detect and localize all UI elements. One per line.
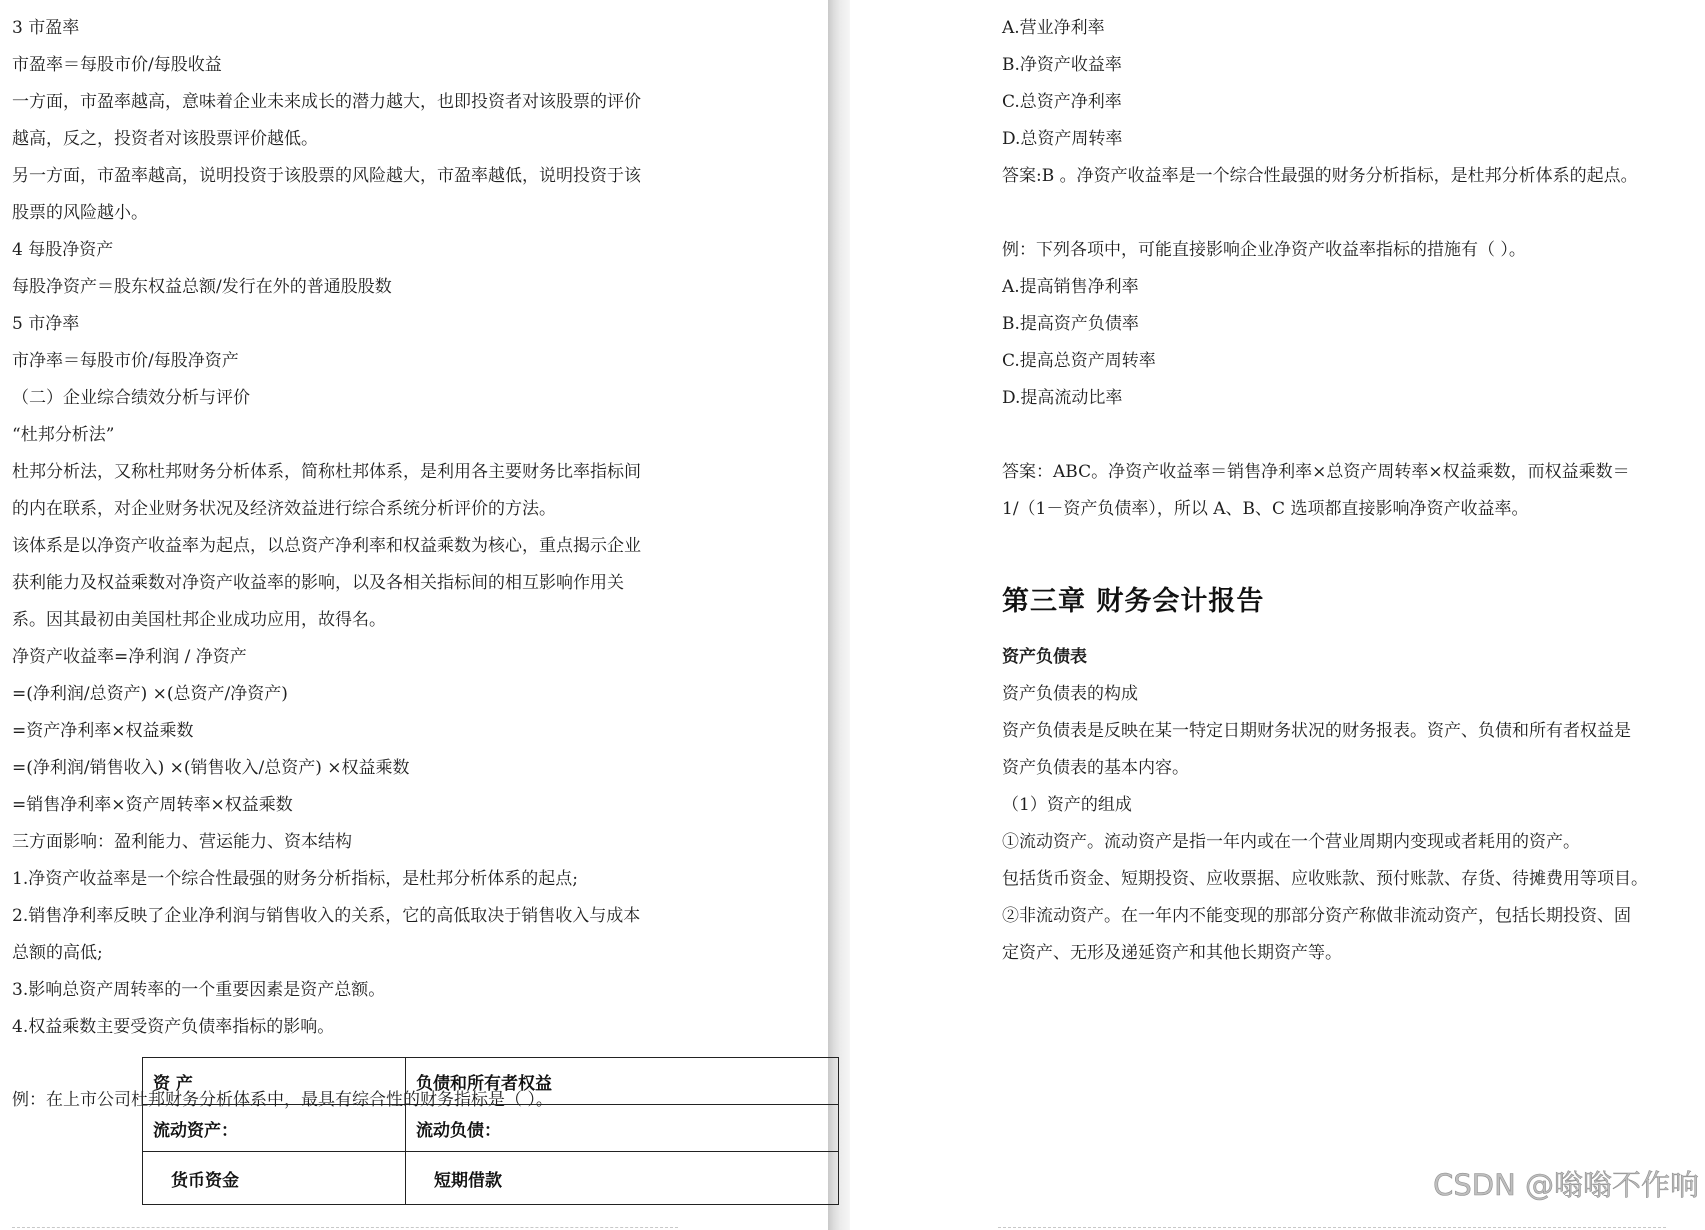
table-cell: 负债和所有者权益 [406, 1058, 839, 1105]
text-line: 2.销售净利率反映了企业净利润与销售收入的关系，它的高低取决于销售收入与成本 [12, 906, 641, 926]
text-line: 答案：ABC。净资产收益率＝销售净利率×总资产周转率×权益乘数，而权益乘数＝ [1002, 462, 1630, 482]
left-document-page [0, 0, 828, 1230]
text-line: =资产净利率×权益乘数 [12, 721, 194, 741]
text-line: 例：下列各项中，可能直接影响企业净资产收益率指标的措施有（ ）。 [1002, 240, 1526, 260]
text-line: 包括货币资金、短期投资、应收票据、应收账款、预付账款、存货、待摊费用等项目。 [1002, 869, 1648, 889]
text-line: 股票的风险越小。 [12, 203, 148, 223]
text-line: ②非流动资产。在一年内不能变现的那部分资产称做非流动资产，包括长期投资、固 [1002, 906, 1631, 926]
table-cell: 资 产 [143, 1058, 406, 1105]
text-line: （1）资产的组成 [1002, 795, 1132, 815]
section-heading: 资产负债表 [1002, 647, 1087, 667]
text-line: B.净资产收益率 [1002, 55, 1122, 75]
table-row [143, 1058, 839, 1105]
text-line: 该体系是以净资产收益率为起点，以总资产净利率和权益乘数为核心，重点揭示企业 [12, 536, 641, 556]
right-document-page [850, 0, 1705, 1230]
text-line: 4 每股净资产 [12, 240, 114, 260]
text-line: D.提高流动比率 [1002, 388, 1123, 408]
text-line: 3 市盈率 [12, 18, 80, 38]
table-cell: 流动负债： [406, 1105, 839, 1152]
text-line: 另一方面，市盈率越高，说明投资于该股票的风险越大，市盈率越低，说明投资于该 [12, 166, 641, 186]
text-line: A.提高销售净利率 [1002, 277, 1139, 297]
text-line: 的内在联系，对企业财务状况及经济效益进行综合系统分析评价的方法。 [12, 499, 556, 519]
table-row [143, 1152, 839, 1205]
text-line: 三方面影响：盈利能力、营运能力、资本结构 [12, 832, 352, 852]
page-bottom-rule [12, 1227, 678, 1228]
text-line: 答案:B 。净资产收益率是一个综合性最强的财务分析指标，是杜邦分析体系的起点。 [1002, 166, 1638, 186]
text-line: A.营业净利率 [1002, 18, 1105, 38]
balance-sheet-table [142, 1057, 839, 1205]
text-line: D.总资产周转率 [1002, 129, 1123, 149]
text-line: 资产负债表是反映在某一特定日期财务状况的财务报表。资产、负债和所有者权益是 [1002, 721, 1631, 741]
text-line: 5 市净率 [12, 314, 80, 334]
table-cell: 短期借款 [406, 1152, 839, 1205]
text-line: 4.权益乘数主要受资产负债率指标的影响。 [12, 1017, 335, 1037]
text-line: 1/（1－资产负债率），所以 A、B、C 选项都直接影响净资产收益率。 [1002, 499, 1529, 519]
text-line: 市净率＝每股市价/每股净资产 [12, 351, 239, 371]
text-line: C.总资产净利率 [1002, 92, 1122, 112]
text-line: 越高，反之，投资者对该股票评价越低。 [12, 129, 318, 149]
text-line: 例：在上市公司杜邦财务分析体系中，最具有综合性的财务指标是（ ）。 [12, 1090, 553, 1110]
text-line: “杜邦分析法” [12, 425, 115, 445]
text-line: ①流动资产。流动资产是指一年内或在一个营业周期内变现或者耗用的资产。 [1002, 832, 1580, 852]
text-line: （二）企业综合绩效分析与评价 [12, 388, 250, 408]
text-line: 获利能力及权益乘数对净资产收益率的影响，以及各相关指标间的相互影响作用关 [12, 573, 624, 593]
text-line: =(净利润/总资产) ×(总资产/净资产) [12, 684, 288, 704]
text-line: 1.净资产收益率是一个综合性最强的财务分析指标，是杜邦分析体系的起点; [12, 869, 578, 889]
page-gutter [828, 0, 850, 1230]
text-line: =(净利润/销售收入) ×(销售收入/总资产) ×权益乘数 [12, 758, 410, 778]
text-line: =销售净利率×资产周转率×权益乘数 [12, 795, 293, 815]
table-cell: 流动资产： [143, 1105, 406, 1152]
text-line: 资产负债表的基本内容。 [1002, 758, 1189, 778]
text-line: 净资产收益率=净利润 / 净资产 [12, 647, 247, 667]
text-line: 一方面，市盈率越高，意味着企业未来成长的潜力越大，也即投资者对该股票的评价 [12, 92, 641, 112]
text-line: 市盈率＝每股市价/每股收益 [12, 55, 222, 75]
page-bottom-rule [998, 1227, 1666, 1228]
csdn-watermark: CSDN @嗡嗡不作响 [1433, 1168, 1699, 1202]
text-line: 杜邦分析法，又称杜邦财务分析体系，简称杜邦体系，是利用各主要财务比率指标间 [12, 462, 641, 482]
text-line: 系。因其最初由美国杜邦企业成功应用，故得名。 [12, 610, 386, 630]
text-line: 总额的高低; [12, 943, 103, 963]
text-line: B.提高资产负债率 [1002, 314, 1139, 334]
text-line: 3.影响总资产周转率的一个重要因素是资产总额。 [12, 980, 386, 1000]
text-line: 每股净资产＝股东权益总额/发行在外的普通股股数 [12, 277, 392, 297]
text-line: C.提高总资产周转率 [1002, 351, 1156, 371]
chapter-title: 第三章 财务会计报告 [1002, 586, 1265, 617]
text-line: 资产负债表的构成 [1002, 684, 1138, 704]
text-line: 定资产、无形及递延资产和其他长期资产等。 [1002, 943, 1342, 963]
table-cell: 货币资金 [143, 1152, 406, 1205]
table-row [143, 1105, 839, 1152]
